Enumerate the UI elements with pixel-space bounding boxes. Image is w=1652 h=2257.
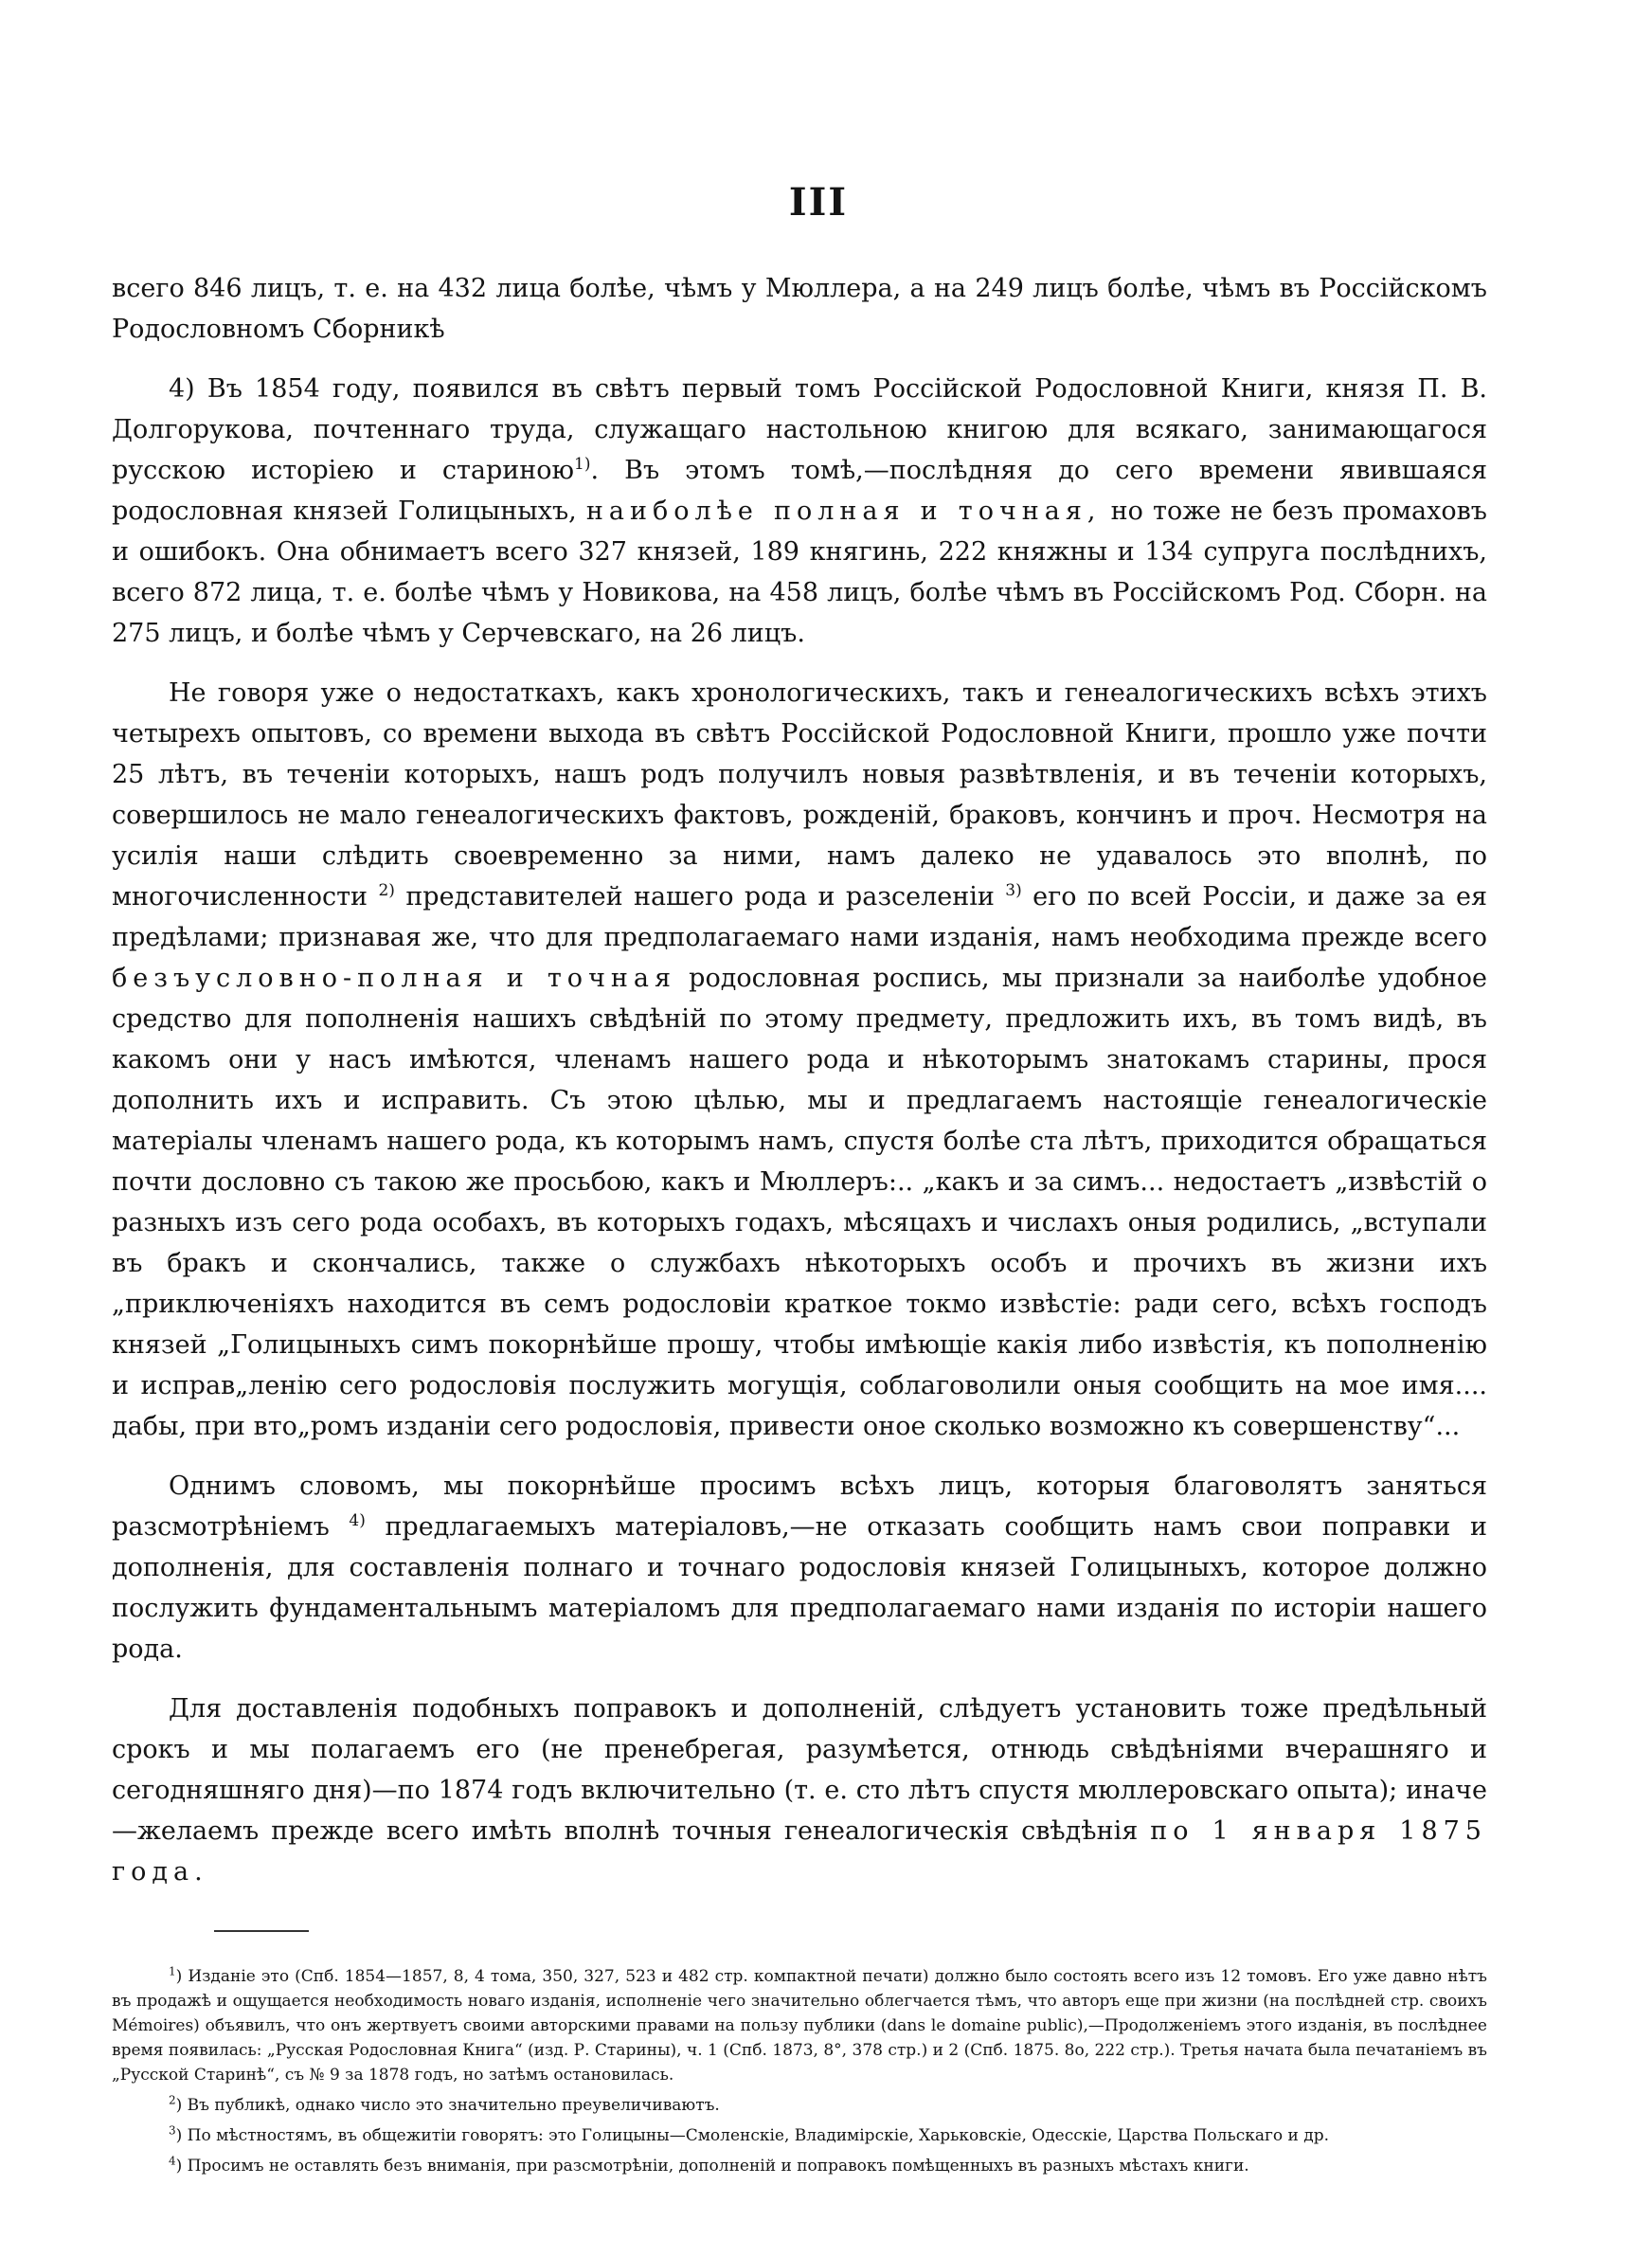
footnote-ref-number: 4: [349, 1511, 360, 1530]
text-run: Не говоря уже о недостаткахъ, какъ хронологическихъ, такъ и генеалогическихъ всѣхъ этихъ четырехъ опытовъ, со времени выхода въ свѣтъ Россійской Родословной Книги, прошло уже почти 25 лѣтъ, въ теченіи которыхъ, нашъ родъ получилъ новыя развѣтвленія, и въ теченіи которыхъ, совершилось не мало генеалогическихъ фактовъ, рожденій, браковъ, кончинъ и проч. Несмотря на усилія наши слѣдить своевременно за ними, намъ далеко не удавалось это вполнѣ, по многочисленности: [112, 678, 1487, 912]
emphasis-spaced: наиболѣе полная и точная,: [585, 497, 1102, 526]
emphasis-spaced: безъусловно-полная и точная: [112, 964, 677, 993]
footnote-ref-1: 1): [574, 455, 591, 474]
footnote-mark: 3: [169, 2123, 176, 2138]
footnote-text: ) Въ публикѣ, однако число это значительно преувеличиваютъ.: [175, 2096, 720, 2115]
footnote-text: ) Просимъ не оставлять безъ вниманія, при разсмотрѣніи, дополненій и поправокъ помѣщенныхъ въ разныхъ мѣстахъ книги.: [175, 2157, 1249, 2176]
footnote-divider: [214, 1930, 309, 1932]
footnotes: [112, 1964, 1487, 2178]
text-run: Однимъ словомъ, мы покорнѣйше просимъ всѣхъ лицъ, которыя благоволятъ заняться разсмотрѣніемъ: [112, 1472, 1487, 1542]
footnote-ref-number: 3: [1005, 881, 1016, 900]
footnote-ref-3: 3): [1005, 881, 1022, 900]
page-number: III: [788, 180, 849, 225]
footnote-mark: 2: [169, 2093, 176, 2107]
paragraph-request: [112, 673, 1487, 1447]
footnote-ref-number: 2: [378, 881, 389, 900]
paragraph-deadline: [112, 1688, 1487, 1892]
footnote-text: ) По мѣстностямъ, въ общежитіи говорятъ: это Голицыны—Смоленскіе, Владимірскіе, Харьковскіе, Одесскіе, Царства Польскаго и др.: [175, 2126, 1330, 2145]
footnote-ref-number: 1: [574, 455, 584, 474]
footnote-2: [112, 2093, 1487, 2118]
footnote-1: [112, 1964, 1487, 2087]
paragraph-continuation: [112, 268, 1487, 350]
text-run: его по всей Россіи, и даже за ея предѣлами; признавая же, что для предполагаемаго нами изданія, намъ необходима прежде всего: [112, 882, 1487, 952]
footnote-mark: 1: [169, 1964, 176, 1978]
footnote-4: [112, 2154, 1487, 2178]
text-run: предлагаемыхъ матеріаловъ,—не отказать сообщить намъ свои поправки и дополненія, для составленія полнаго и точнаго родословія князей Голицыныхъ, которое должно послужить фундаментальнымъ матеріаломъ для предполагаемаго нами изданія по исторіи нашего рода.: [112, 1512, 1487, 1664]
footnote-mark: 4: [169, 2154, 176, 2168]
footnote-ref-2: 2): [378, 881, 395, 900]
paragraph-dolgorukov: [112, 369, 1487, 654]
text-run: Для доставленія подобныхъ поправокъ и дополненій, слѣдуетъ установить тоже предѣльный срокъ и мы полагаемъ его (не пренебрегая, разумѣется, отнюдь свѣдѣніями вчерашняго и сегодняшняго дня)—по 1874 годъ включительно (т. е. сто лѣтъ спустя мюллеровскаго опыта); иначе—желаемъ прежде всего имѣть вполнѣ точныя генеалогическія свѣдѣнія: [112, 1694, 1487, 1846]
footnote-text: ) Изданіе это (Спб. 1854—1857, 8, 4 тома, 350, 327, 523 и 482 стр. компактной печати) должно было состоять всего изъ 12 томовъ. Его уже давно нѣтъ въ продажѣ и ощущается необходимость новаго изданія, исполненіе чего значительно облегчается тѣмъ, что авторъ еще при жизни (на послѣдней стр. своихъ Mémoires) объявилъ, что онъ жертвуетъ своими авторскими правами на пользу публики (dans le domaine public),—Продолженіемъ этого изданія, въ послѣднее время появилась: „Русская Родословная Книга“ (изд. Р. Старины), ч. 1 (Спб. 1873, 8°, 378 стр.) и 2 (Спб. 1875. 8о, 222 стр.). Третья начата была печатаніемъ въ „Русской Старинѣ“, съ № 9 за 1878 годъ, но затѣмъ остановилась.: [112, 1967, 1487, 2085]
paragraph-appeal: [112, 1466, 1487, 1670]
footnote-ref-4: 4): [349, 1511, 366, 1530]
emphasis-spaced: по 1 января 1875 года.: [112, 1816, 1487, 1887]
text-run: представителей нашего рода и разселеніи: [405, 882, 995, 912]
text-run: . Въ этомъ томѣ,—послѣдняя до сего времени явившаяся родословная князей Голицыныхъ,: [112, 456, 1488, 526]
text-run: родословная роспись, мы признали за наиболѣе удобное средство для пополненія нашихъ свѣдѣній по этому предмету, предложить ихъ, въ томъ видѣ, въ какомъ они у насъ имѣются, членамъ нашего рода и нѣкоторымъ знатокамъ старины, прося дополнить ихъ и исправить. Съ этою цѣлью, мы и предлагаемъ настоящіе генеалогическіе матеріалы членамъ нашего рода, къ которымъ намъ, спустя болѣе ста лѣтъ, приходится обращаться почти дословно съ такою же просьбою, какъ и Мюллеръ:.. „какъ и за симъ... недостаетъ „извѣстій о разныхъ изъ сего рода особахъ, въ которыхъ годахъ, мѣсяцахъ и числахъ оныя родились, „вступали въ бракъ и скончались, также о службахъ нѣкоторыхъ особъ и прочихъ въ жизни ихъ „приключеніяхъ находится въ семъ родословіи краткое токмо извѣстіе: ради сего, всѣхъ господъ князей „Голицыныхъ симъ покорнѣйше прошу, чтобы имѣющіе какія либо извѣстія, къ пополненію и исправ„ленію сего родословія послужить могущія, соблаговолили оныя сообщить на мое имя.... дабы, при вто„ромъ изданіи сего родословія, привести оное сколько возможно къ совершенству“...: [112, 964, 1487, 1441]
text-run: всего 846 лицъ, т. е. на 432 лица болѣе, чѣмъ у Мюллера, а на 249 лицъ болѣе, чѣмъ въ Россійскомъ Родословномъ Сборникѣ: [112, 274, 1487, 344]
text-run: 4) Въ 1854 году, появился въ свѣтъ первый томъ Россійской Родословной Книги, князя П. В. Долгорукова, почтеннаго труда, служащаго настольною книгою для всякаго, занимающагося русскою исторіею и стариною: [112, 374, 1487, 485]
text-run: но тоже не безъ промаховъ и ошибокъ. Она обнимаетъ всего 327 князей, 189 княгинь, 222 княжны и 134 супруга послѣднихъ, всего 872 лица, т. е. болѣе чѣмъ у Новикова, на 458 лицъ, болѣе чѣмъ въ Россійскомъ Род. Сборн. на 275 лицъ, и болѣе чѣмъ у Серчевскаго, на 26 лицъ.: [112, 497, 1487, 648]
footnote-3: [112, 2123, 1487, 2148]
document-page: [112, 180, 1487, 2184]
